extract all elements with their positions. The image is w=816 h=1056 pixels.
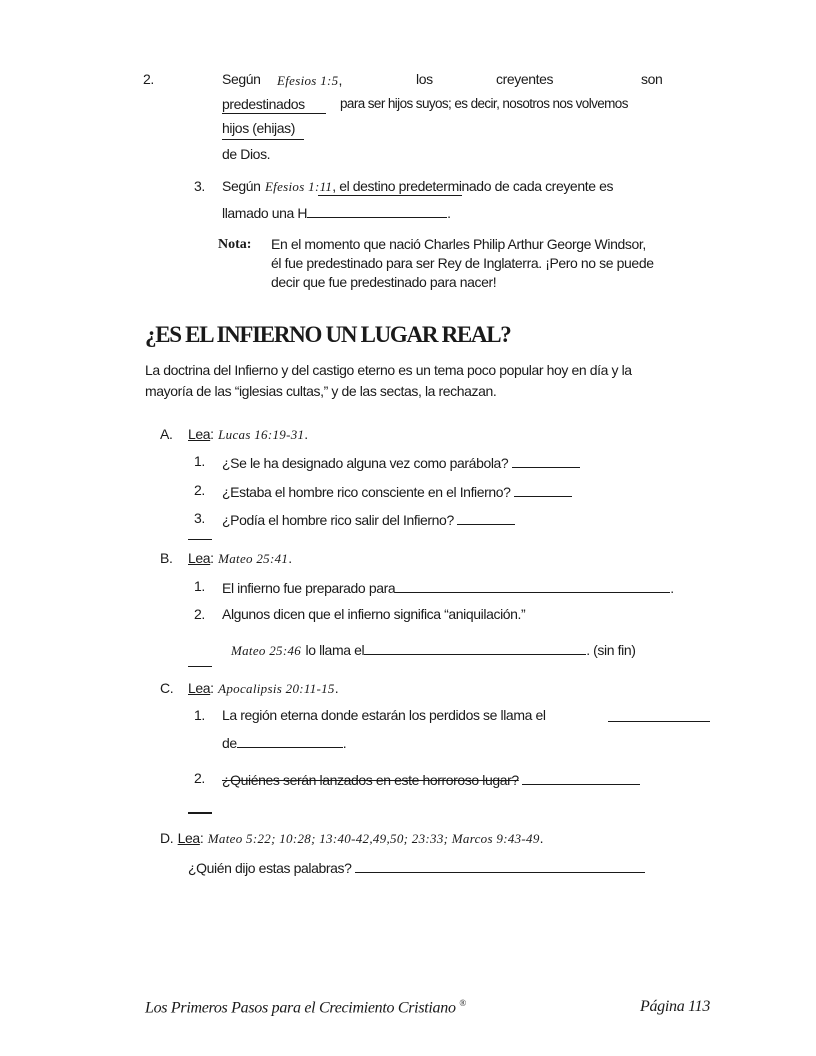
registered-mark: ® (459, 998, 466, 1008)
part-b-divider (188, 666, 212, 667)
item-2-line3-underline (222, 139, 304, 140)
part-c-q2-number: 2. (194, 770, 205, 786)
item-3-line1: Según Efesios 1:11, el destino predeterminado de cada creyente es (222, 178, 614, 194)
part-a-q3-blank (457, 510, 515, 525)
part-c-q1: La región eterna donde estarán los perdidos se llama el (222, 707, 546, 723)
footer-book-title: Los Primeros Pasos para el Crecimiento Cristiano ® (145, 998, 466, 1017)
item-2-los: los (416, 71, 433, 87)
part-c-letter: C. (160, 680, 174, 696)
part-c-q1-blank-b (237, 733, 343, 748)
nota-label: Nota: (218, 237, 252, 252)
item-3-blank (307, 203, 447, 218)
part-b-q2-followup: Mateo 25:46 lo llama el . (sin fin) (231, 642, 636, 658)
part-a-q3-number: 3. (194, 510, 205, 526)
item-2-line3: hijos (ehijas) (222, 120, 295, 136)
part-d-heading: D. Lea: Mateo 5:22; 10:28; 13:40-42,49,50; 23:33; Marcos 9:43-49. (160, 830, 544, 846)
nota-line-2: él fue predestinado para ser Rey de Inglaterra. ¡Pero no se puede (271, 255, 654, 271)
part-d-question: ¿Quién dijo estas palabras? (188, 858, 645, 876)
part-c-q1-blank-a (608, 721, 710, 722)
item-2-segun: Según (222, 71, 261, 87)
part-c-divider (188, 812, 212, 814)
item-2-number: 2. (143, 71, 154, 87)
part-a-q2-blank (514, 482, 572, 497)
part-a-q1: ¿Se le ha designado alguna vez como parábola? (222, 453, 580, 471)
section-title: ¿ES EL INFIERNO UN LUGAR REAL? (145, 322, 511, 347)
footer-page-number: Página 113 (640, 998, 711, 1015)
part-b-q1-blank (395, 578, 670, 593)
part-b-q2-number: 2. (194, 606, 205, 622)
nota-line-3: decir que fue predestinado para nacer! (271, 274, 497, 290)
item-2-line2: para ser hijos suyos; es decir, nosotros nos volvemos (340, 96, 628, 111)
part-c-q2-blank (522, 770, 640, 785)
item-3-number: 3. (194, 178, 205, 194)
item-2-line4: de Dios. (222, 146, 271, 162)
part-a-heading: Lea: Lucas 16:19-31. (188, 426, 308, 442)
part-b-q1: El infierno fue preparado para . (222, 580, 674, 596)
item-3-line2: llamado una H . (222, 205, 451, 221)
part-c-heading: Lea: Apocalipsis 20:11-15. (188, 680, 339, 696)
item-2-answer-line (222, 113, 326, 114)
part-d-blank (355, 858, 645, 873)
item-2-son: son (641, 71, 663, 87)
part-a-divider (188, 539, 212, 540)
item-2-answer: predestinados (222, 96, 305, 112)
part-c-q2: ¿Quiénes serán lanzados en este horroroso lugar? (222, 770, 640, 788)
part-a-letter: A. (160, 426, 173, 442)
part-b-q2-blank (364, 640, 586, 655)
part-c-q1-number: 1. (194, 707, 205, 723)
item-2-creyentes: creyentes (496, 71, 554, 87)
part-a-q2-number: 2. (194, 482, 205, 498)
part-b-q2: Algunos dicen que el infierno significa “aniquilación.” (222, 606, 526, 622)
item-2-reference: Efesios 1:5, (277, 72, 342, 88)
part-a-q2: ¿Estaba el hombre rico consciente en el Infierno? (222, 482, 572, 500)
part-b-letter: B. (160, 550, 173, 566)
intro-line-2: mayoría de las “iglesias cultas,” y de las sectas, la rechazan. (145, 383, 497, 399)
part-a-q1-number: 1. (194, 453, 205, 469)
nota-line-1: En el momento que nació Charles Philip Arthur George Windsor, (271, 236, 646, 252)
intro-line-1: La doctrina del Infierno y del castigo eterno es un tema poco popular hoy en día y la (145, 362, 632, 378)
part-a-q1-blank (512, 453, 580, 468)
part-c-q1-line2: de . (222, 735, 347, 751)
item-3-underline (318, 195, 462, 196)
part-a-q3: ¿Podía el hombre rico salir del Infierno? (222, 510, 515, 528)
part-b-q1-number: 1. (194, 578, 205, 594)
part-b-heading: Lea: Mateo 25:41. (188, 550, 292, 566)
